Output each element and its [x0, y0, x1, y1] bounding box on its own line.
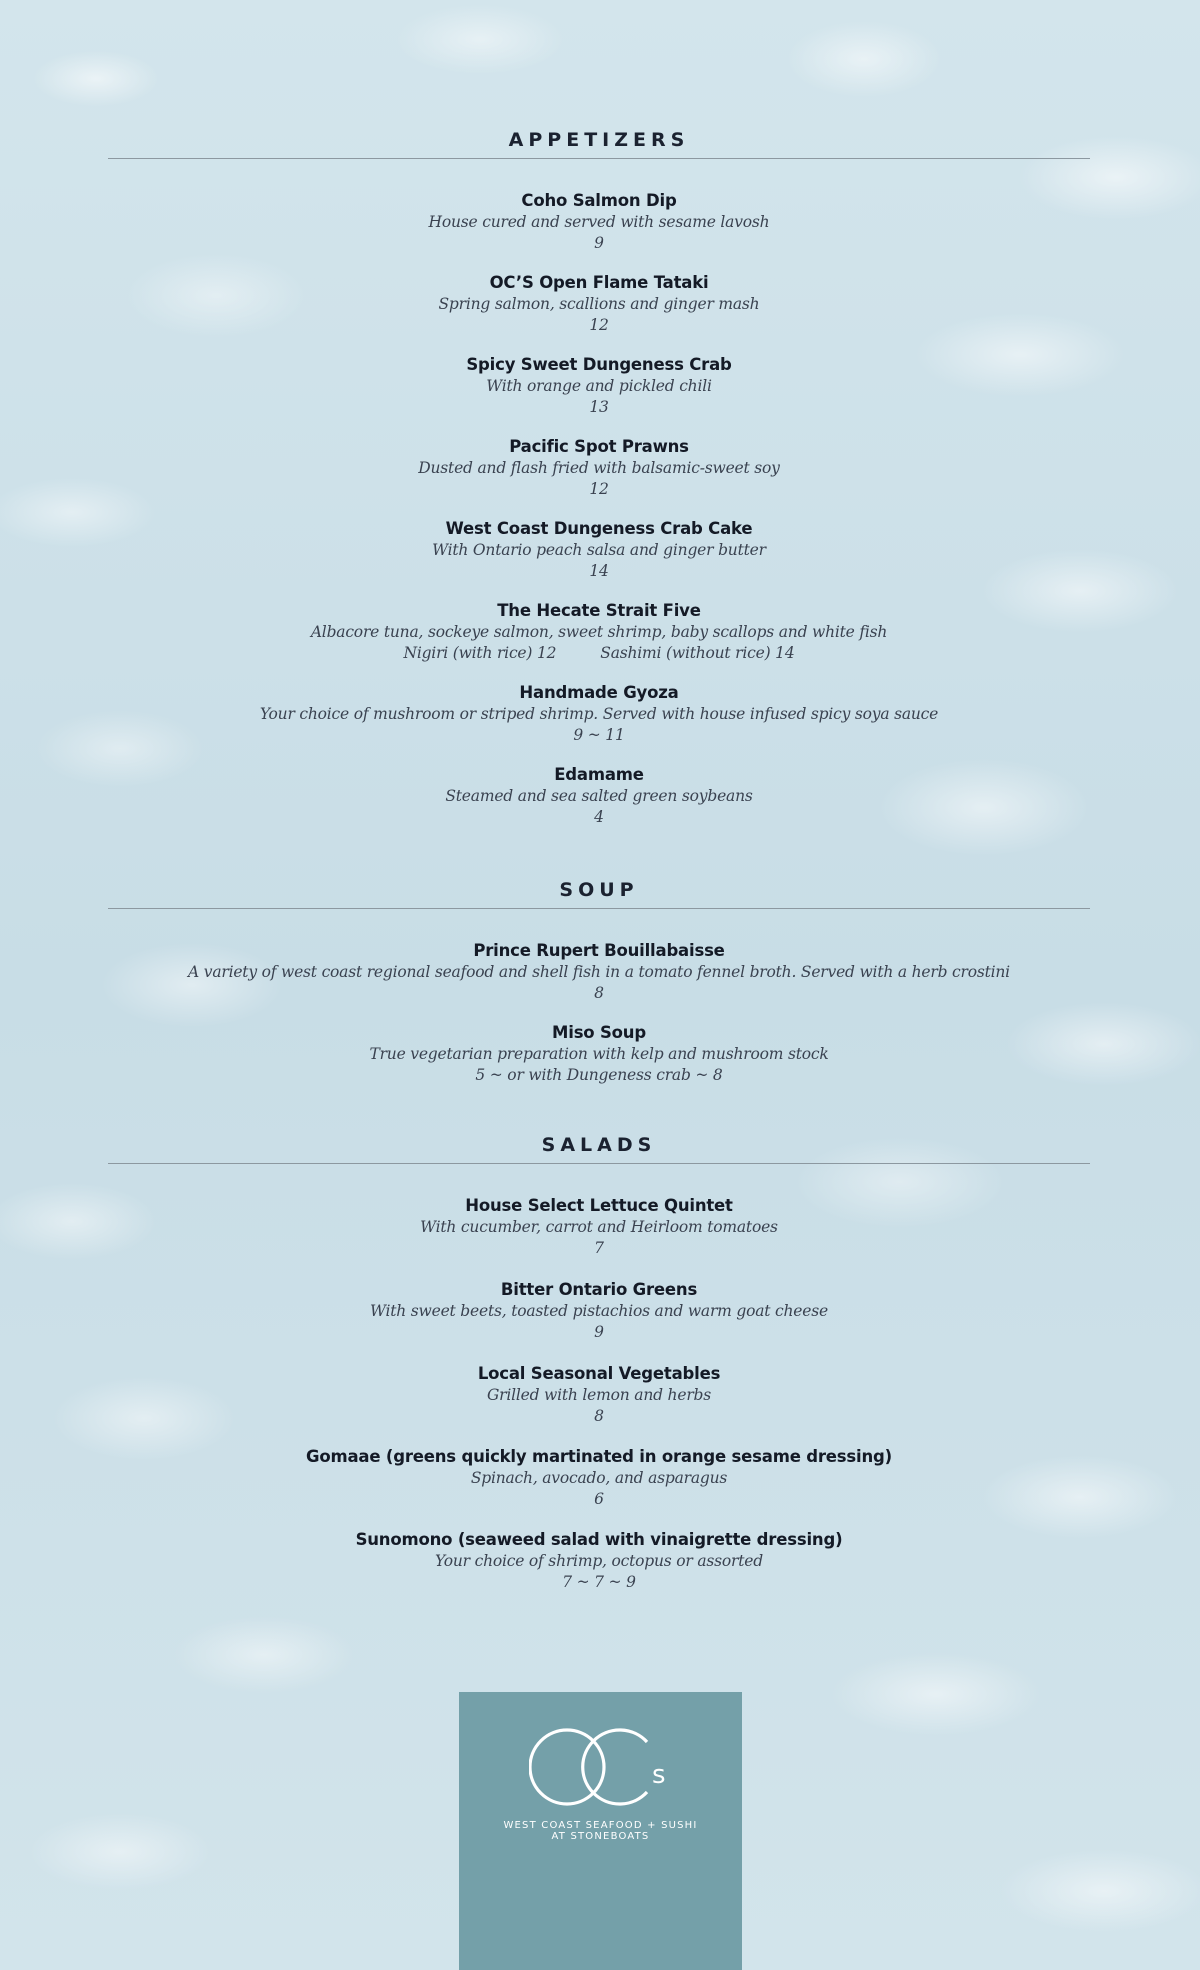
item-name: Handmade Gyoza	[519, 683, 679, 702]
item-description: Spinach, avocado, and asparagus	[470, 1469, 728, 1487]
item-name: Local Seasonal Vegetables	[477, 1364, 721, 1383]
item-price: 4	[594, 808, 604, 826]
menu-item	[108, 1529, 1090, 1593]
section-divider	[108, 158, 1090, 159]
item-name: OC’S Open Flame Tataki	[489, 273, 709, 292]
item-name: Miso Soup	[552, 1023, 646, 1042]
menu-item	[108, 1446, 1090, 1510]
menu-item	[108, 600, 1090, 664]
menu-item	[108, 272, 1090, 336]
menu-item	[108, 1279, 1090, 1343]
item-name: Coho Salmon Dip	[521, 191, 677, 210]
appetizers-section	[108, 126, 1090, 159]
item-price: 9 ~ 11	[573, 726, 625, 744]
item-description: With orange and pickled chili	[486, 377, 712, 395]
item-name: Bitter Ontario Greens	[500, 1280, 698, 1299]
item-price-row	[108, 643, 1090, 664]
item-description: Grilled with lemon and herbs	[486, 1386, 712, 1404]
item-price: 12	[589, 480, 609, 498]
item-price: 13	[589, 398, 609, 416]
item-price: 9	[594, 234, 604, 252]
menu-item	[108, 1195, 1090, 1259]
menu-item	[108, 436, 1090, 500]
item-description: With sweet beets, toasted pistachios and warm goat cheese	[370, 1302, 828, 1320]
item-name: Sunomono (seaweed salad with vinaigrette dressing)	[355, 1530, 843, 1549]
section-title-salads: SALADS	[541, 1134, 657, 1156]
item-price: 5 ~ or with Dungeness crab ~ 8	[475, 1066, 723, 1084]
menu-item	[108, 940, 1090, 1004]
item-name: Spicy Sweet Dungeness Crab	[466, 355, 732, 374]
item-price: 7	[594, 1239, 604, 1257]
item-description: A variety of west coast regional seafood and shell fish in a tomato fennel broth. Served with a herb crostini	[188, 963, 1010, 981]
soup-section	[108, 876, 1090, 909]
menu-item	[108, 764, 1090, 828]
menu-item	[108, 1363, 1090, 1427]
section-divider	[108, 908, 1090, 909]
item-description: Your choice of shrimp, octopus or assorted	[435, 1552, 763, 1570]
menu-item	[108, 190, 1090, 254]
section-divider	[108, 1163, 1090, 1164]
item-price-nigiri: Nigiri (with rice) 12	[403, 644, 557, 662]
item-description: Dusted and flash fried with balsamic-sweet soy	[418, 459, 780, 477]
item-name: Pacific Spot Prawns	[509, 437, 689, 456]
menu-item	[108, 1022, 1090, 1086]
salads-section	[108, 1131, 1090, 1164]
item-description: True vegetarian preparation with kelp and mushroom stock	[369, 1045, 829, 1063]
item-price: 9	[594, 1323, 604, 1341]
item-description: Spring salmon, scallions and ginger mash	[438, 295, 760, 313]
menu-item	[108, 682, 1090, 746]
menu-item	[108, 518, 1090, 582]
item-description: Albacore tuna, sockeye salmon, sweet shrimp, baby scallops and white fish	[310, 623, 888, 641]
item-price: 7 ~ 7 ~ 9	[562, 1573, 636, 1591]
item-price: 8	[594, 1407, 604, 1425]
item-price: 14	[589, 562, 609, 580]
ocs-logo-icon	[529, 1725, 679, 1815]
svg-text:s: s	[652, 1760, 666, 1790]
item-price-sashimi: Sashimi (without rice) 14	[600, 644, 795, 662]
logo-tagline-1: WEST COAST SEAFOOD + SUSHI	[503, 1820, 698, 1831]
section-title-soup: SOUP	[559, 879, 639, 901]
item-name: West Coast Dungeness Crab Cake	[445, 519, 753, 538]
item-name: Edamame	[554, 765, 644, 784]
item-description: Your choice of mushroom or striped shrimp. Served with house infused spicy soya sauce	[259, 705, 939, 723]
restaurant-logo	[459, 1692, 742, 1970]
item-price: 6	[594, 1490, 604, 1508]
item-description: House cured and served with sesame lavosh	[428, 213, 770, 231]
item-description: Steamed and sea salted green soybeans	[445, 787, 753, 805]
menu-item	[108, 354, 1090, 418]
item-name: Gomaae (greens quickly martinated in orange sesame dressing)	[306, 1447, 892, 1466]
item-name: House Select Lettuce Quintet	[465, 1196, 733, 1215]
item-description: With Ontario peach salsa and ginger butter	[432, 541, 766, 559]
section-title-appetizers: APPETIZERS	[508, 129, 690, 151]
logo-tagline-2: AT STONEBOATS	[551, 1831, 650, 1842]
item-name: Prince Rupert Bouillabaisse	[473, 941, 725, 960]
item-name: The Hecate Strait Five	[497, 601, 701, 620]
item-price: 8	[594, 984, 604, 1002]
item-price: 12	[589, 316, 609, 334]
item-description: With cucumber, carrot and Heirloom tomatoes	[420, 1218, 778, 1236]
